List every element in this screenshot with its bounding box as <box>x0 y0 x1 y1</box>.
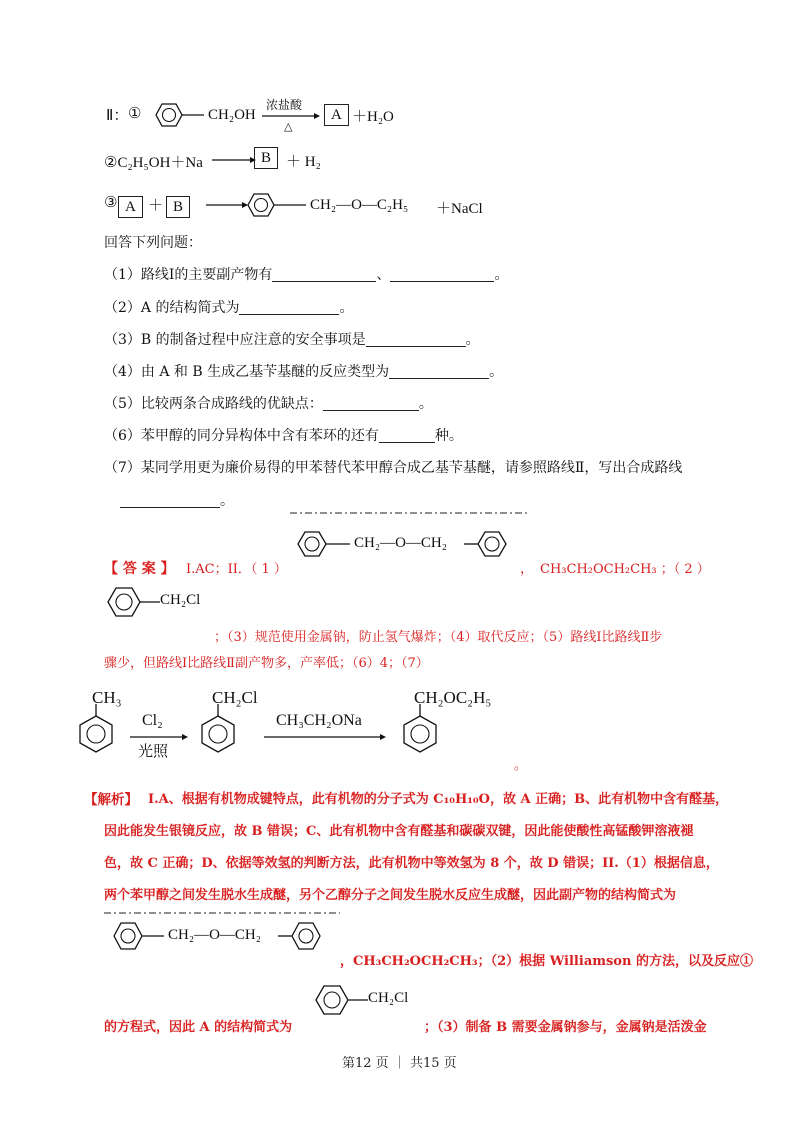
arrow-1-reagent: Cl₂ <box>142 712 163 729</box>
analysis-line-5: ，CH₃CH₂OCH₂CH₃；（2）根据 Williamson 的方法，以及反应① <box>340 954 753 969</box>
reaction-1-tail: ＋H₂O <box>352 109 394 125</box>
toluene-structure <box>76 700 130 760</box>
analysis-line-3: 色，故 C 正确；D、依据等效氢的判断方法，此有机物中等效氢为 8 个，故 D 错误；II.（1）根据信息， <box>104 856 719 871</box>
scheme-end: 。 <box>514 758 528 773</box>
toluene-methyl-group: CH₃ <box>92 688 122 707</box>
questions-intro: 回答下列问题： <box>104 235 202 251</box>
question-6: （6）苯甲醇的同分异构体中含有苯环的还有 种。 <box>104 428 463 444</box>
benzyl-chloride-structure <box>104 582 164 622</box>
benzyl-chloride-group: CH₂Cl <box>368 990 409 1006</box>
benzene-ring-icon <box>240 190 280 220</box>
analysis-line-6-end: ；（3）制备 B 需要金属钠参与，金属钠是活泼金 <box>424 1020 707 1035</box>
box-b: B <box>254 147 278 169</box>
answer-blank <box>366 332 466 347</box>
reaction-3-box-a: A <box>118 196 143 218</box>
answer-label: 【 答 案 】 <box>104 561 175 577</box>
answer-blank <box>120 493 220 508</box>
benzyl-chloride-group: CH₂Cl <box>212 688 258 707</box>
reaction-2-tail: ＋ H₂ <box>286 154 321 170</box>
reaction-3-box-b: B <box>166 196 190 218</box>
question-7-continuation: 。 <box>120 490 234 510</box>
ethyl-benzyl-ether-group: CH₂OC₂H₅ <box>414 688 492 707</box>
analysis-line-6-start: 的方程式，因此 A 的结构简式为 <box>104 1020 293 1035</box>
reaction-1-condition-bottom: △ <box>284 120 293 133</box>
reaction-3-product-group: CH₂—O—C₂H₅ <box>310 197 409 213</box>
answer-comma: ， <box>520 561 534 577</box>
reaction-2-text: ②C₂H₅OH＋Na <box>104 155 203 171</box>
reaction-1-condition-top: 浓盐酸 <box>266 98 303 112</box>
answer-part-1: I.AC；II．（ 1 ） <box>186 562 287 577</box>
reaction-3-plus: ＋ <box>148 198 164 214</box>
answer-blank <box>272 267 376 282</box>
benzene-ring-icon <box>148 100 188 130</box>
analysis-line-4: 两个苯甲醇之间发生脱水生成醚，另个乙醇分子之间发生脱水反应生成醚，因此副产物的结构简式为 <box>104 888 677 903</box>
benzyl-chloride-structure <box>312 980 376 1020</box>
reaction-1-reactant-group: CH₂OH <box>208 107 256 123</box>
dibenzyl-ether-middle: CH₂—O—CH₂ <box>354 535 447 551</box>
answer-line-3: 骤少，但路线Ⅰ比路线Ⅱ副产物多，产率低；（6）4；（7） <box>104 656 429 671</box>
dashed-divider <box>290 512 530 514</box>
question-4: （4）由 A 和 B 生成乙基苄基醚的反应类型为 。 <box>104 364 504 380</box>
question-5: （5）比较两条合成路线的优缺点： 。 <box>104 396 433 412</box>
dibenzyl-ether-middle: CH₂—O—CH₂ <box>168 927 261 943</box>
box-a: A <box>324 104 349 126</box>
answer-blank <box>389 364 489 379</box>
benzyl-chloride-group: CH₂Cl <box>160 592 201 608</box>
answer-line-2: ；（3）规范使用金属钠，防止氢气爆炸；（4）取代反应；（5）路线Ⅰ比路线Ⅱ步 <box>214 630 663 645</box>
ethyl-benzyl-ether-structure <box>398 700 452 760</box>
route-label: Ⅱ： <box>106 108 129 124</box>
question-2: （2）A 的结构简式为 。 <box>104 300 354 316</box>
analysis-line-2: 因此能发生银镜反应，故 B 错误；C、此有机物中含有醛基和碳碳双键，因此能使酸性高锰酸钾溶液褪 <box>104 824 694 839</box>
page-footer: 第12 页 ｜ 共15 页 <box>342 1056 457 1071</box>
dashed-divider <box>104 912 344 914</box>
arrow-1-condition: 光照 <box>138 742 169 760</box>
answer-blank <box>390 267 494 282</box>
reaction-3-tail: ＋NaCl <box>436 201 483 217</box>
benzyl-chloride-structure <box>196 700 250 760</box>
analysis-label: 【解析】 <box>84 792 138 808</box>
answer-blank <box>323 396 419 411</box>
diethyl-ether: CH₃CH₂OCH₂CH₃ ；（ 2 ） <box>540 562 710 577</box>
answer-blank <box>239 300 339 315</box>
reaction-2-arrow-icon <box>212 156 256 166</box>
answer-blank <box>379 428 435 443</box>
question-1: （1）路线Ⅰ的主要副产物有 、 。 <box>104 267 509 283</box>
reaction-3-number: ③ <box>104 195 118 211</box>
arrow-2-reagent: CH₃CH₂ONa <box>276 712 362 729</box>
scheme-arrow-2-icon <box>264 733 388 743</box>
question-7: （7）某同学用更为廉价易得的甲苯替代苯甲醇合成乙基苄基醚，请参照路线Ⅱ，写出合成路线 <box>104 460 683 476</box>
analysis-line-1: I.A、根据有机物成键特点，此有机物的分子式为 C₁₀H₁₀O，故 A 正确；B、此有机物中含有醛基， <box>148 792 729 807</box>
question-3: （3）B 的制备过程中应注意的安全事项是 。 <box>104 332 480 348</box>
reaction-1-number: ① <box>128 106 142 122</box>
